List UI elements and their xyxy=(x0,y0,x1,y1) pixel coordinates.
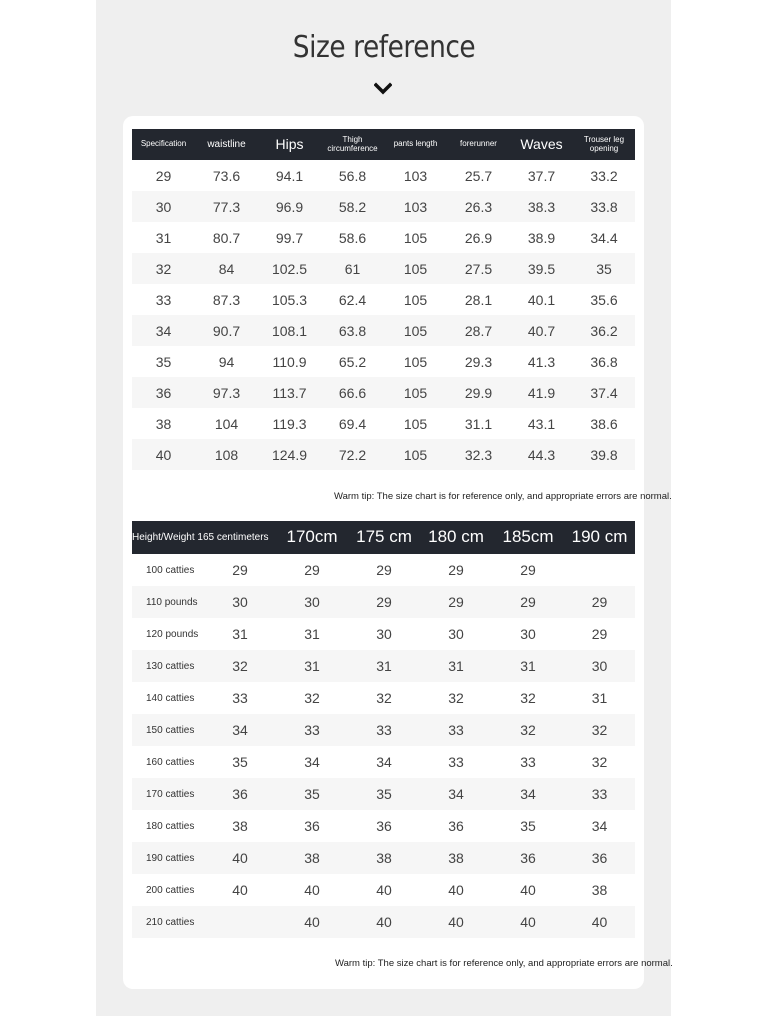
table-row xyxy=(132,408,635,439)
table-cell: 35.6 xyxy=(590,291,618,308)
table-cell: 32 xyxy=(520,690,536,706)
table-cell: 105 xyxy=(384,439,447,470)
table-cell: 35 xyxy=(276,778,348,810)
height-weight-table xyxy=(132,521,635,938)
table-cell: 29 xyxy=(304,562,320,578)
table-row xyxy=(132,778,635,810)
size-table-header xyxy=(132,129,635,160)
table-cell: 30 xyxy=(276,586,348,618)
table-cell: 32 xyxy=(304,690,320,706)
table-cell: 37.7 xyxy=(527,167,556,184)
table-cell: 29 xyxy=(564,586,635,618)
table-cell: 29.3 xyxy=(464,353,493,370)
header-185: 185cm xyxy=(492,521,564,554)
table-cell: 34 xyxy=(132,315,195,346)
table-cell: 40 xyxy=(132,439,195,470)
table-cell: 29 xyxy=(348,586,420,618)
header-waistline: waistline xyxy=(195,129,258,160)
table-cell: 29 xyxy=(520,562,536,578)
table-row xyxy=(132,160,635,191)
header-forerunner: forerunner xyxy=(447,129,510,160)
table-cell: 105 xyxy=(384,377,447,408)
table-cell: 38 xyxy=(348,842,420,874)
table-row xyxy=(132,284,635,315)
table-cell: 38 xyxy=(155,415,172,432)
table-cell: 36 xyxy=(304,818,320,834)
table-cell: 40 xyxy=(348,906,420,938)
table-cell: 35 xyxy=(520,818,536,834)
row-label: 110 pounds xyxy=(132,586,204,618)
table-cell: 77.3 xyxy=(195,191,258,222)
table-cell: 32 xyxy=(564,714,635,746)
table-cell: 43.1 xyxy=(527,415,556,432)
header-pants-length: pants length xyxy=(384,129,447,160)
table-cell: 29 xyxy=(232,562,248,578)
table-cell: 38.3 xyxy=(510,191,573,222)
table-cell: 33.8 xyxy=(573,191,635,222)
table-cell: 84 xyxy=(195,253,258,284)
table-cell: 26.3 xyxy=(447,191,510,222)
table-cell: 29 xyxy=(591,626,608,642)
table-cell: 119.3 xyxy=(272,415,307,432)
table-cell: 32.3 xyxy=(447,439,510,470)
row-label: 120 pounds xyxy=(146,628,199,640)
table-cell: 94 xyxy=(218,353,235,370)
table-row xyxy=(132,554,635,586)
table-cell: 105 xyxy=(403,415,428,432)
table-cell: 31 xyxy=(276,650,348,682)
table-cell: 103 xyxy=(403,167,428,184)
table-cell: 33 xyxy=(520,754,536,770)
table-cell: 61 xyxy=(321,253,384,284)
header-height-weight: Height/Weight 165 centimeters xyxy=(132,521,276,554)
table-cell: 29 xyxy=(155,167,172,184)
table-cell: 34 xyxy=(304,754,320,770)
row-label: 210 catties xyxy=(132,906,204,938)
table-cell: 29 xyxy=(448,562,464,578)
table-cell: 31 xyxy=(304,626,320,642)
table-row xyxy=(132,874,635,906)
hw-table-header xyxy=(132,521,635,554)
table-cell: 36 xyxy=(564,842,635,874)
table-cell: 58.2 xyxy=(321,191,384,222)
table-cell: 32 xyxy=(591,754,608,770)
table-cell: 30 xyxy=(376,626,392,642)
table-cell: 34 xyxy=(420,778,492,810)
table-cell: 94.1 xyxy=(275,167,304,184)
table-cell: 113.7 xyxy=(258,377,321,408)
header-waves: Waves xyxy=(510,129,573,160)
table-cell: 105 xyxy=(384,315,447,346)
header-specification: Specification xyxy=(132,129,195,160)
table-cell: 36 xyxy=(132,377,195,408)
table-cell: 108 xyxy=(195,439,258,470)
table-cell: 69.4 xyxy=(338,415,367,432)
table-cell: 40 xyxy=(448,882,464,898)
table-cell: 34 xyxy=(591,818,608,834)
table-cell: 40 xyxy=(492,906,564,938)
table-cell: 29 xyxy=(492,586,564,618)
table-cell: 96.9 xyxy=(258,191,321,222)
header-190: 190 cm xyxy=(564,521,635,554)
table-cell: 108.1 xyxy=(258,315,321,346)
table-cell: 39.5 xyxy=(510,253,573,284)
table-cell: 40 xyxy=(304,882,320,898)
table-cell: 32 xyxy=(376,690,392,706)
table-row xyxy=(132,682,635,714)
table-cell: 40 xyxy=(520,882,536,898)
row-label: 150 catties xyxy=(132,714,204,746)
table-cell: 38 xyxy=(591,882,608,898)
table-cell: 102.5 xyxy=(258,253,321,284)
table-cell: 63.8 xyxy=(321,315,384,346)
row-label: 160 catties xyxy=(146,756,195,768)
table-cell: 36 xyxy=(448,818,464,834)
table-cell: 105.3 xyxy=(271,291,308,308)
row-label: 180 catties xyxy=(146,820,195,832)
table-cell: 28.7 xyxy=(447,315,510,346)
table-cell: 36 xyxy=(492,842,564,874)
table-cell: 30 xyxy=(204,586,276,618)
table-cell: 105 xyxy=(384,253,447,284)
table-cell: 31 xyxy=(591,690,608,706)
table-row xyxy=(132,191,635,222)
chevron-down-icon xyxy=(374,82,392,96)
table-cell: 41.3 xyxy=(527,353,556,370)
table-cell: 35 xyxy=(155,353,172,370)
table-cell: 29.9 xyxy=(447,377,510,408)
table-cell: 124.9 xyxy=(258,439,321,470)
table-cell: 103 xyxy=(384,191,447,222)
table-cell xyxy=(564,554,635,586)
table-row xyxy=(132,650,635,682)
table-row xyxy=(132,253,635,284)
header-170: 170cm xyxy=(276,521,348,554)
table-cell: 39.8 xyxy=(573,439,635,470)
table-cell: 31 xyxy=(492,650,564,682)
table-cell: 41.9 xyxy=(510,377,573,408)
table-cell: 30 xyxy=(132,191,195,222)
table-row xyxy=(132,439,635,470)
table-cell: 31 xyxy=(348,650,420,682)
table-row xyxy=(132,746,635,778)
header-175: 175 cm xyxy=(348,521,420,554)
table-cell: 33 xyxy=(564,778,635,810)
table-row xyxy=(132,618,635,650)
table-cell: 38.9 xyxy=(527,229,556,246)
table-cell: 29 xyxy=(376,562,392,578)
table-cell: 56.8 xyxy=(338,167,367,184)
table-cell: 40.7 xyxy=(510,315,573,346)
table-cell: 31 xyxy=(232,626,248,642)
table-row xyxy=(132,346,635,377)
table-cell: 35 xyxy=(573,253,635,284)
table-cell: 34 xyxy=(376,754,392,770)
table-row xyxy=(132,586,635,618)
table-cell: 65.2 xyxy=(338,353,367,370)
table-cell: 104 xyxy=(214,415,239,432)
table-cell: 34.4 xyxy=(590,229,618,246)
table-cell: 27.5 xyxy=(447,253,510,284)
table-cell: 30 xyxy=(448,626,464,642)
row-label: 170 catties xyxy=(132,778,204,810)
table-cell: 31 xyxy=(420,650,492,682)
row-label: 190 catties xyxy=(132,842,204,874)
table-cell: 105 xyxy=(403,229,428,246)
table-cell: 40 xyxy=(564,906,635,938)
size-table-tip: Warm tip: The size chart is for reference only, and appropriate errors are normal. xyxy=(334,491,672,502)
table-cell: 32 xyxy=(448,690,464,706)
table-cell: 90.7 xyxy=(195,315,258,346)
table-cell: 40 xyxy=(420,906,492,938)
table-cell: 30 xyxy=(564,650,635,682)
header-hips: Hips xyxy=(258,129,321,160)
page-title: Size reference xyxy=(292,30,476,65)
header-180: 180 cm xyxy=(420,521,492,554)
table-cell: 33 xyxy=(276,714,348,746)
table-cell: 33 xyxy=(155,291,172,308)
table-cell: 40.1 xyxy=(527,291,556,308)
table-cell: 28.1 xyxy=(464,291,493,308)
table-cell: 40 xyxy=(276,906,348,938)
table-cell: 105 xyxy=(403,291,428,308)
table-cell: 36 xyxy=(376,818,392,834)
table-cell: 62.4 xyxy=(338,291,367,308)
table-cell: 73.6 xyxy=(212,167,241,184)
table-cell: 32 xyxy=(132,253,195,284)
table-cell: 34 xyxy=(204,714,276,746)
table-cell: 29 xyxy=(420,586,492,618)
table-cell: 25.7 xyxy=(464,167,493,184)
table-cell: 99.7 xyxy=(275,229,304,246)
table-cell: 38 xyxy=(232,818,248,834)
table-cell: 38 xyxy=(420,842,492,874)
table-cell: 110.9 xyxy=(272,353,307,370)
table-cell: 105 xyxy=(403,353,428,370)
table-cell: 26.9 xyxy=(464,229,493,246)
table-cell: 32 xyxy=(492,714,564,746)
table-cell: 38.6 xyxy=(590,415,618,432)
table-row xyxy=(132,714,635,746)
table-cell: 36 xyxy=(204,778,276,810)
table-row xyxy=(132,315,635,346)
table-cell: 36.8 xyxy=(590,353,618,370)
table-cell: 33 xyxy=(420,714,492,746)
table-cell: 33 xyxy=(232,690,248,706)
table-row xyxy=(132,222,635,253)
table-cell: 35 xyxy=(232,754,248,770)
table-cell: 30 xyxy=(520,626,536,642)
table-cell: 33 xyxy=(448,754,464,770)
table-cell: 31.1 xyxy=(464,415,493,432)
table-cell: 32 xyxy=(204,650,276,682)
table-cell: 34 xyxy=(492,778,564,810)
table-cell: 58.6 xyxy=(338,229,367,246)
header-leg-opening: Trouser leg opening xyxy=(573,129,635,160)
table-cell: 31 xyxy=(155,229,172,246)
size-table xyxy=(132,129,635,470)
table-row xyxy=(132,842,635,874)
table-row xyxy=(132,810,635,842)
table-cell: 40 xyxy=(376,882,392,898)
table-cell: 72.2 xyxy=(321,439,384,470)
row-label: 130 catties xyxy=(132,650,204,682)
hw-table-tip: Warm tip: The size chart is for reference only, and appropriate errors are normal. xyxy=(335,958,673,969)
row-label: 140 catties xyxy=(146,692,195,704)
table-cell: 44.3 xyxy=(510,439,573,470)
table-row xyxy=(132,906,635,938)
table-row xyxy=(132,377,635,408)
table-cell: 37.4 xyxy=(573,377,635,408)
table-cell xyxy=(204,906,276,938)
row-label: 100 catties xyxy=(146,564,195,576)
table-cell: 87.3 xyxy=(212,291,241,308)
table-cell: 97.3 xyxy=(195,377,258,408)
row-label: 200 catties xyxy=(146,884,195,896)
table-cell: 40 xyxy=(232,882,248,898)
table-cell: 66.6 xyxy=(321,377,384,408)
table-cell: 80.7 xyxy=(212,229,241,246)
table-cell: 33 xyxy=(348,714,420,746)
table-cell: 36.2 xyxy=(573,315,635,346)
table-cell: 35 xyxy=(348,778,420,810)
table-cell: 33.2 xyxy=(590,167,618,184)
table-cell: 38 xyxy=(276,842,348,874)
header-thigh: Thigh circumference xyxy=(321,129,384,160)
table-cell: 40 xyxy=(204,842,276,874)
